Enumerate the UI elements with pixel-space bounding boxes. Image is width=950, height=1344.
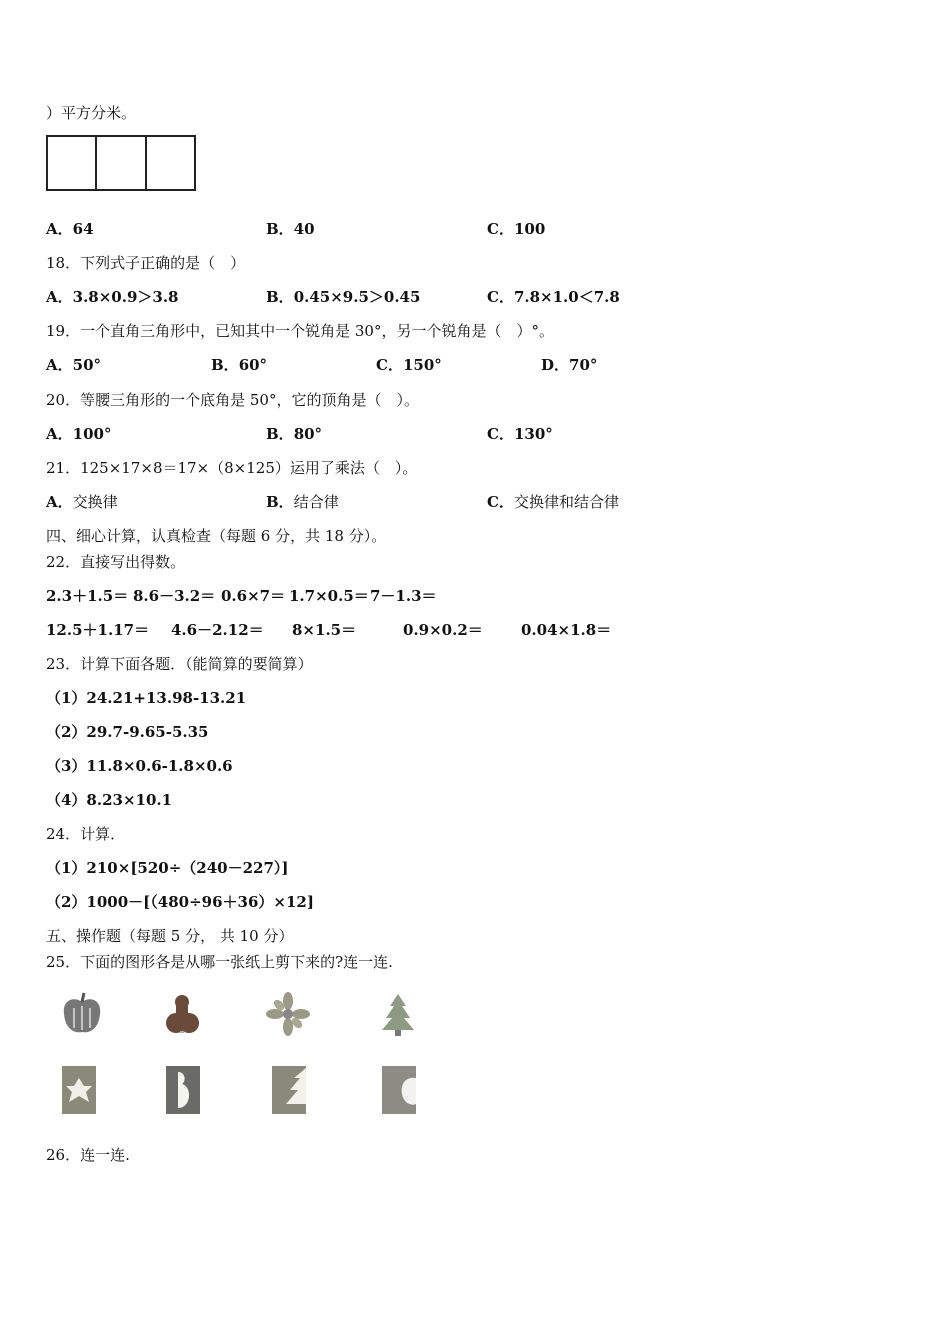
q19-option-a[interactable]: A．50° [46, 356, 102, 374]
q22-expr: 8.6－3.2＝ [133, 587, 216, 605]
square-1 [48, 137, 97, 189]
q20-option-b[interactable]: B．80° [266, 425, 323, 443]
q19-option-c[interactable]: C．150° [376, 356, 442, 374]
section-4-heading: 四、细心计算，认真检查（每题 6 分，共 18 分）。 [46, 527, 387, 545]
q23-item: （2）29.7-9.65-5.35 [46, 723, 209, 741]
q22-stem: 22．直接写出得数。 [46, 553, 186, 571]
q17-option-b[interactable]: B．40 [266, 220, 315, 238]
q20-option-c[interactable]: C．130° [487, 425, 553, 443]
q22-expr: 2.3＋1.5＝ [46, 587, 129, 605]
q22-expr: 4.6－2.12＝ [171, 621, 264, 639]
q22-expr: 0.04×1.8＝ [521, 621, 612, 639]
q24-item: （2）1000－[（480÷96＋36）×12] [46, 893, 314, 911]
q24-item: （1）210×[520÷（240－227）] [46, 859, 289, 877]
q22-expr: 12.5＋1.17＝ [46, 621, 150, 639]
q22-expr: 0.6×7＝ [221, 587, 286, 605]
paper-with-flower-cutout-icon[interactable] [56, 1062, 102, 1118]
paper-with-apple-cutout-icon[interactable] [376, 1062, 422, 1118]
q21-stem: 21．125×17×8＝17×（8×125）运用了乘法（ ）。 [46, 459, 418, 477]
q19-option-d[interactable]: D．70° [541, 356, 598, 374]
q22-expr: 7－1.3＝ [370, 587, 437, 605]
paper-with-gourd-cutout-icon[interactable] [160, 1062, 206, 1118]
q23-stem: 23．计算下面各题．（能简算的要简算） [46, 655, 313, 673]
q18-option-a[interactable]: A．3.8×0.9＞3.8 [46, 288, 179, 306]
q22-expr: 1.7×0.5＝ [289, 587, 369, 605]
q26-stem: 26．连一连. [46, 1146, 130, 1164]
three-square-figure [46, 135, 196, 191]
q18-option-c[interactable]: C．7.8×1.0＜7.8 [487, 288, 620, 306]
square-3 [147, 137, 194, 189]
tree-shape-icon[interactable] [372, 988, 424, 1040]
q23-item: （1）24.21+13.98-13.21 [46, 689, 247, 707]
q18-option-b[interactable]: B．0.45×9.5＞0.45 [266, 288, 421, 306]
q17-tail: ）平方分米。 [46, 104, 137, 122]
q23-item: （3）11.8×0.6-1.8×0.6 [46, 757, 233, 775]
gourd-shape-icon[interactable] [156, 988, 208, 1040]
q18-stem: 18．下列式子正确的是（ ） [46, 254, 246, 272]
paper-with-tree-cutout-icon[interactable] [266, 1062, 312, 1118]
q25-stem: 25．下面的图形各是从哪一张纸上剪下来的?连一连. [46, 953, 393, 971]
q22-expr: 0.9×0.2＝ [403, 621, 483, 639]
q21-option-a[interactable]: A．交换律 [46, 493, 118, 511]
q20-option-a[interactable]: A．100° [46, 425, 112, 443]
q17-option-c[interactable]: C．100 [487, 220, 546, 238]
square-2 [97, 137, 146, 189]
flower-shape-icon[interactable] [262, 988, 314, 1040]
section-5-heading: 五、操作题（每题 5 分， 共 10 分） [46, 927, 294, 945]
q21-option-b[interactable]: B．结合律 [266, 493, 339, 511]
q19-option-b[interactable]: B．60° [211, 356, 268, 374]
q22-expr: 8×1.5＝ [292, 621, 357, 639]
q21-option-c[interactable]: C．交换律和结合律 [487, 493, 619, 511]
q24-stem: 24．计算． [46, 825, 126, 843]
q23-item: （4）8.23×10.1 [46, 791, 173, 809]
q19-stem: 19．一个直角三角形中，已知其中一个锐角是 30°，另一个锐角是（ ）°。 [46, 322, 554, 340]
apple-shape-icon[interactable] [56, 988, 108, 1040]
q17-option-a[interactable]: A．64 [46, 220, 94, 238]
q20-stem: 20．等腰三角形的一个底角是 50°，它的顶角是（ ）。 [46, 391, 419, 409]
